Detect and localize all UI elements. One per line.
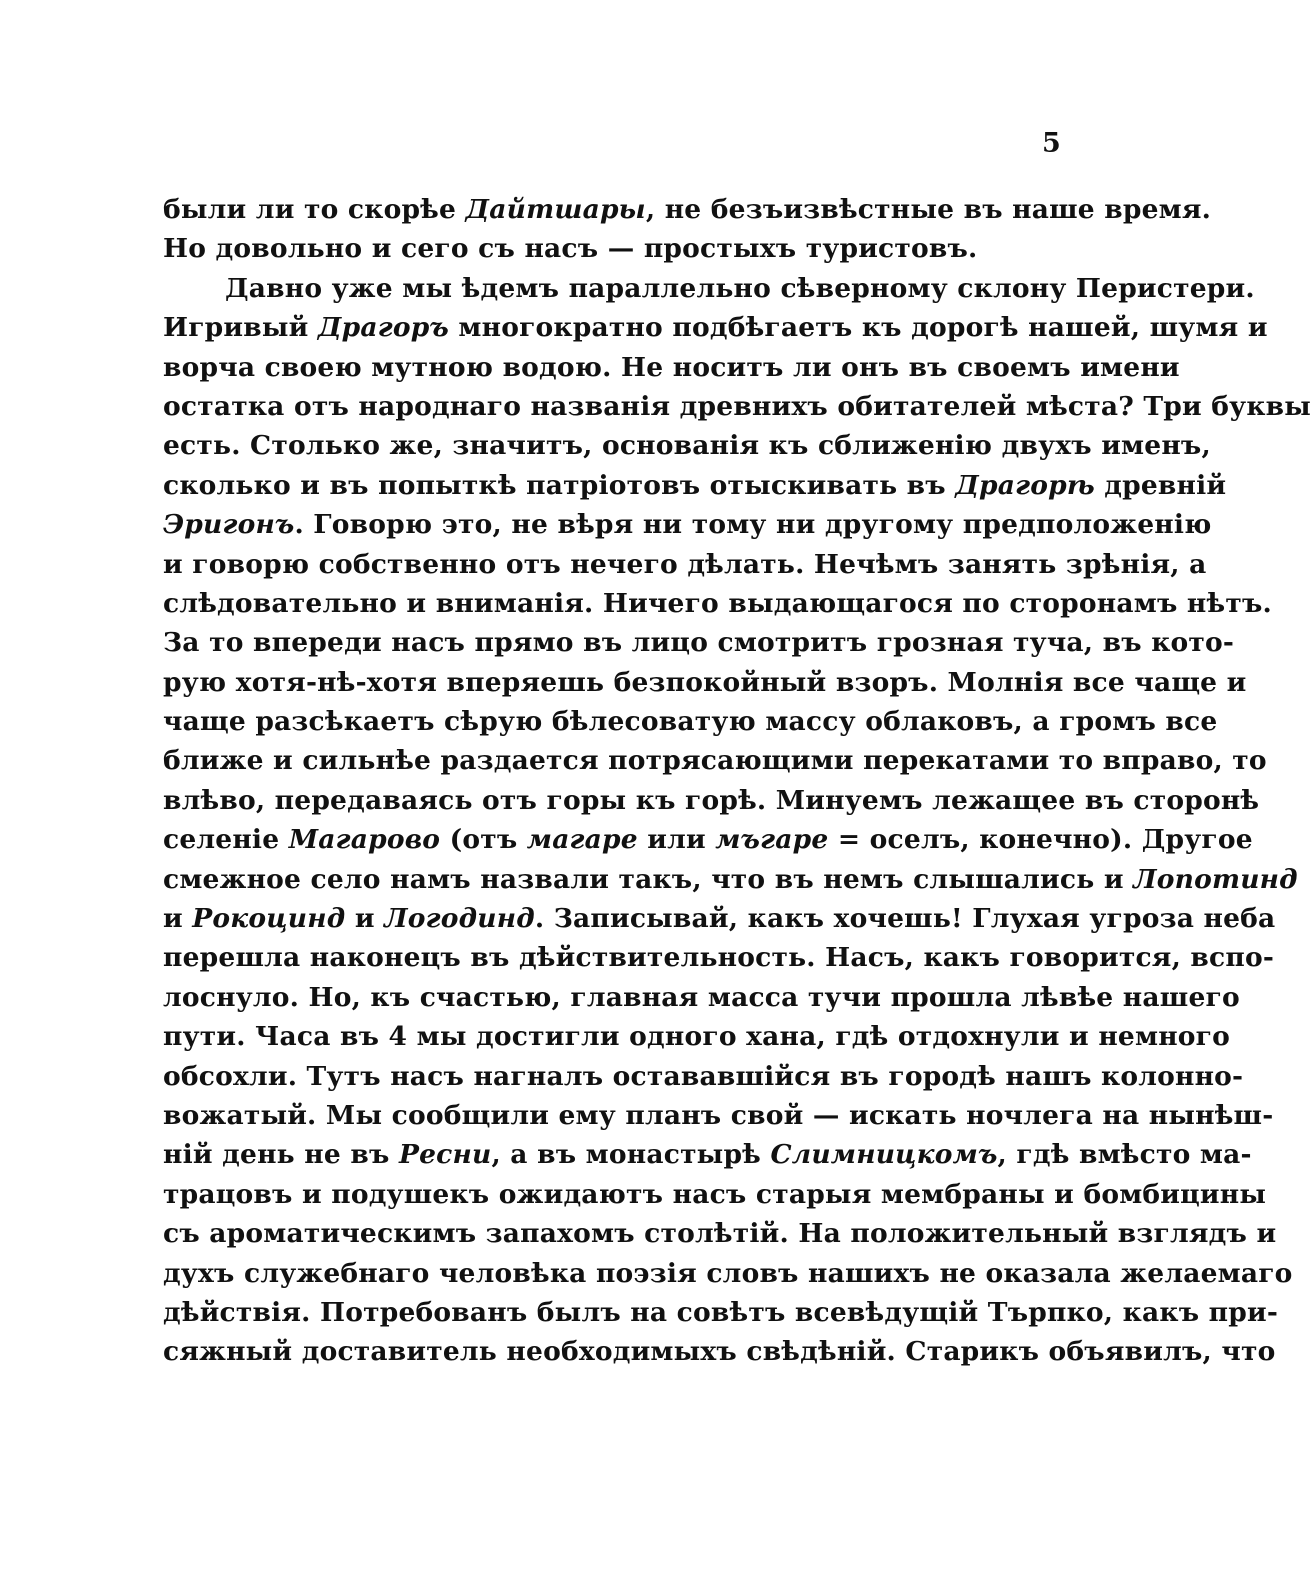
- text-line: [163, 1135, 1252, 1174]
- text-line: [163, 426, 1211, 465]
- italic-term: Рокоцинд: [192, 903, 346, 935]
- text-line: [163, 781, 1260, 820]
- text-line: [163, 899, 1276, 938]
- text-line: [163, 1017, 1230, 1056]
- text-segment: сяжный доставитель необходимыхъ свѣдѣній. Старикъ объявилъ, что: [163, 1336, 1276, 1368]
- text-segment: духъ служебнаго человѣка поэзія словъ нашихъ не оказала желаемаго: [163, 1257, 1293, 1289]
- text-segment: , не безъизвѣстные въ наше время.: [645, 194, 1212, 225]
- text-segment: лоснуло. Но, къ счастью, главная масса тучи прошла лѣвѣе нашего: [163, 981, 1240, 1013]
- text-line: [163, 1175, 1267, 1214]
- page-number: 5: [1042, 128, 1061, 159]
- text-line: [163, 190, 1212, 229]
- text-segment: и говорю собственно отъ нечего дѣлать. Нечѣмъ занять зрѣнія, а: [163, 548, 1207, 580]
- text-segment: За то впереди насъ прямо въ лицо смотритъ грозная туча, въ кото-: [163, 627, 1235, 659]
- text-line: [163, 1332, 1276, 1371]
- text-segment: ближе и сильнѣе раздается потрясающими перекатами то вправо, то: [163, 745, 1267, 777]
- text-segment: вожатый. Мы сообщили ему планъ свой — искать ночлега на нынѣш-: [163, 1099, 1274, 1131]
- text-line: [163, 1214, 1277, 1253]
- text-segment: Игривый: [163, 312, 318, 344]
- italic-term: Дайтшары: [465, 194, 646, 225]
- text-segment: пути. Часа въ 4 мы достигли одного хана, гдѣ отдохнули и немного: [163, 1021, 1230, 1053]
- text-segment: рую хотя-нѣ-хотя вперяешь безпокойный взоръ. Молнія все чаще и: [163, 666, 1247, 698]
- text-line: [163, 505, 1212, 544]
- body-text: [163, 190, 1311, 1372]
- text-segment: влѣво, передаваясь отъ горы къ горѣ. Минуемъ лежащее въ сторонѣ: [163, 784, 1260, 816]
- text-segment: (отъ: [440, 824, 527, 856]
- text-line: [163, 387, 1311, 426]
- text-line: [163, 466, 1227, 505]
- text-segment: и: [345, 903, 385, 935]
- text-segment: и: [163, 903, 193, 935]
- text-line: [163, 269, 1255, 308]
- text-segment: многократно подбѣгаетъ къ дорогѣ нашей, шумя и: [448, 312, 1268, 344]
- text-line: [163, 702, 1218, 741]
- text-segment: остатка отъ народнаго названія древнихъ обитателей мѣста? Три буквы: [163, 390, 1311, 422]
- text-line: [163, 978, 1240, 1017]
- text-segment: съ ароматическимъ запахомъ столѣтій. На положительный взглядъ и: [163, 1218, 1277, 1250]
- italic-term: Слимницкомъ: [770, 1139, 998, 1171]
- text-segment: . Говорю это, не вѣря ни тому ни другому предположенію: [294, 509, 1212, 541]
- text-segment: = оселъ, конечно). Другое: [828, 824, 1253, 856]
- text-line: [163, 348, 1180, 387]
- text-line: [163, 545, 1207, 584]
- text-segment: дѣйствія. Потребованъ былъ на совѣтъ всевѣдущій Търпко, какъ при-: [163, 1296, 1279, 1328]
- italic-term: магаре: [526, 824, 638, 856]
- text-line: [163, 1057, 1244, 1096]
- text-segment: селеніе: [163, 824, 289, 856]
- text-segment: трацовъ и подушекъ ожидаютъ насъ старыя мембраны и бомбицины: [163, 1178, 1267, 1210]
- text-segment: смежное село намъ назвали такъ, что въ немъ слышались и: [163, 863, 1134, 895]
- text-line: [163, 623, 1235, 662]
- italic-term: Магарово: [288, 824, 441, 856]
- text-line: [163, 584, 1272, 623]
- text-segment: слѣдовательно и вниманія. Ничего выдающагося по сторонамъ нѣтъ.: [163, 587, 1272, 619]
- text-line: [163, 663, 1247, 702]
- italic-term: мъгаре: [715, 824, 829, 856]
- text-line: [163, 229, 1063, 268]
- italic-term: Ресни: [398, 1139, 492, 1171]
- text-line: [163, 820, 1253, 859]
- text-segment: обсохли. Тутъ насъ нагналъ остававшійся въ городѣ нашъ колонно-: [163, 1060, 1244, 1092]
- text-segment: перешла наконецъ въ дѣйствительность. Насъ, какъ говорится, вспо-: [163, 942, 1275, 974]
- text-segment: , гдѣ вмѣсто ма-: [997, 1139, 1252, 1171]
- text-line: [163, 938, 1275, 977]
- italic-term: Драгорѣ: [955, 469, 1095, 501]
- text-segment: , а въ монастырѣ: [491, 1139, 771, 1171]
- text-line: [163, 741, 1267, 780]
- text-segment: или: [637, 824, 716, 856]
- text-segment: есть. Столько же, значитъ, основанія къ сближенію двухъ именъ,: [163, 430, 1211, 462]
- text-segment: были ли то скорѣе: [163, 194, 466, 225]
- italic-term: Логодинд: [384, 903, 535, 935]
- text-segment: . Записывай, какъ хочешь! Глухая угроза неба: [534, 903, 1276, 935]
- text-segment: сколько и въ попыткѣ патріотовъ отыскивать въ: [163, 469, 956, 501]
- text-segment: ворча своею мутною водою. Не носитъ ли онъ въ своемъ имени: [163, 351, 1180, 383]
- text-segment: ній день не въ: [163, 1139, 399, 1171]
- italic-term: Эригонъ: [163, 509, 295, 541]
- text-segment: Но довольно и сего съ насъ — простыхъ туристовъ.: [163, 233, 978, 265]
- text-line: [163, 1293, 1279, 1332]
- text-segment: древній: [1094, 469, 1227, 501]
- italic-term: Лопотинд: [1133, 863, 1298, 895]
- text-line: [163, 308, 1268, 347]
- text-line: [163, 1096, 1274, 1135]
- italic-term: Драгоръ: [317, 312, 449, 344]
- text-segment: чаще разсѣкаетъ сѣрую бѣлесоватую массу облаковъ, а громъ все: [163, 706, 1218, 738]
- text-line: [163, 1254, 1293, 1293]
- text-line: [163, 860, 1298, 899]
- text-segment: Давно уже мы ѣдемъ параллельно сѣверному склону Перистери.: [225, 272, 1255, 304]
